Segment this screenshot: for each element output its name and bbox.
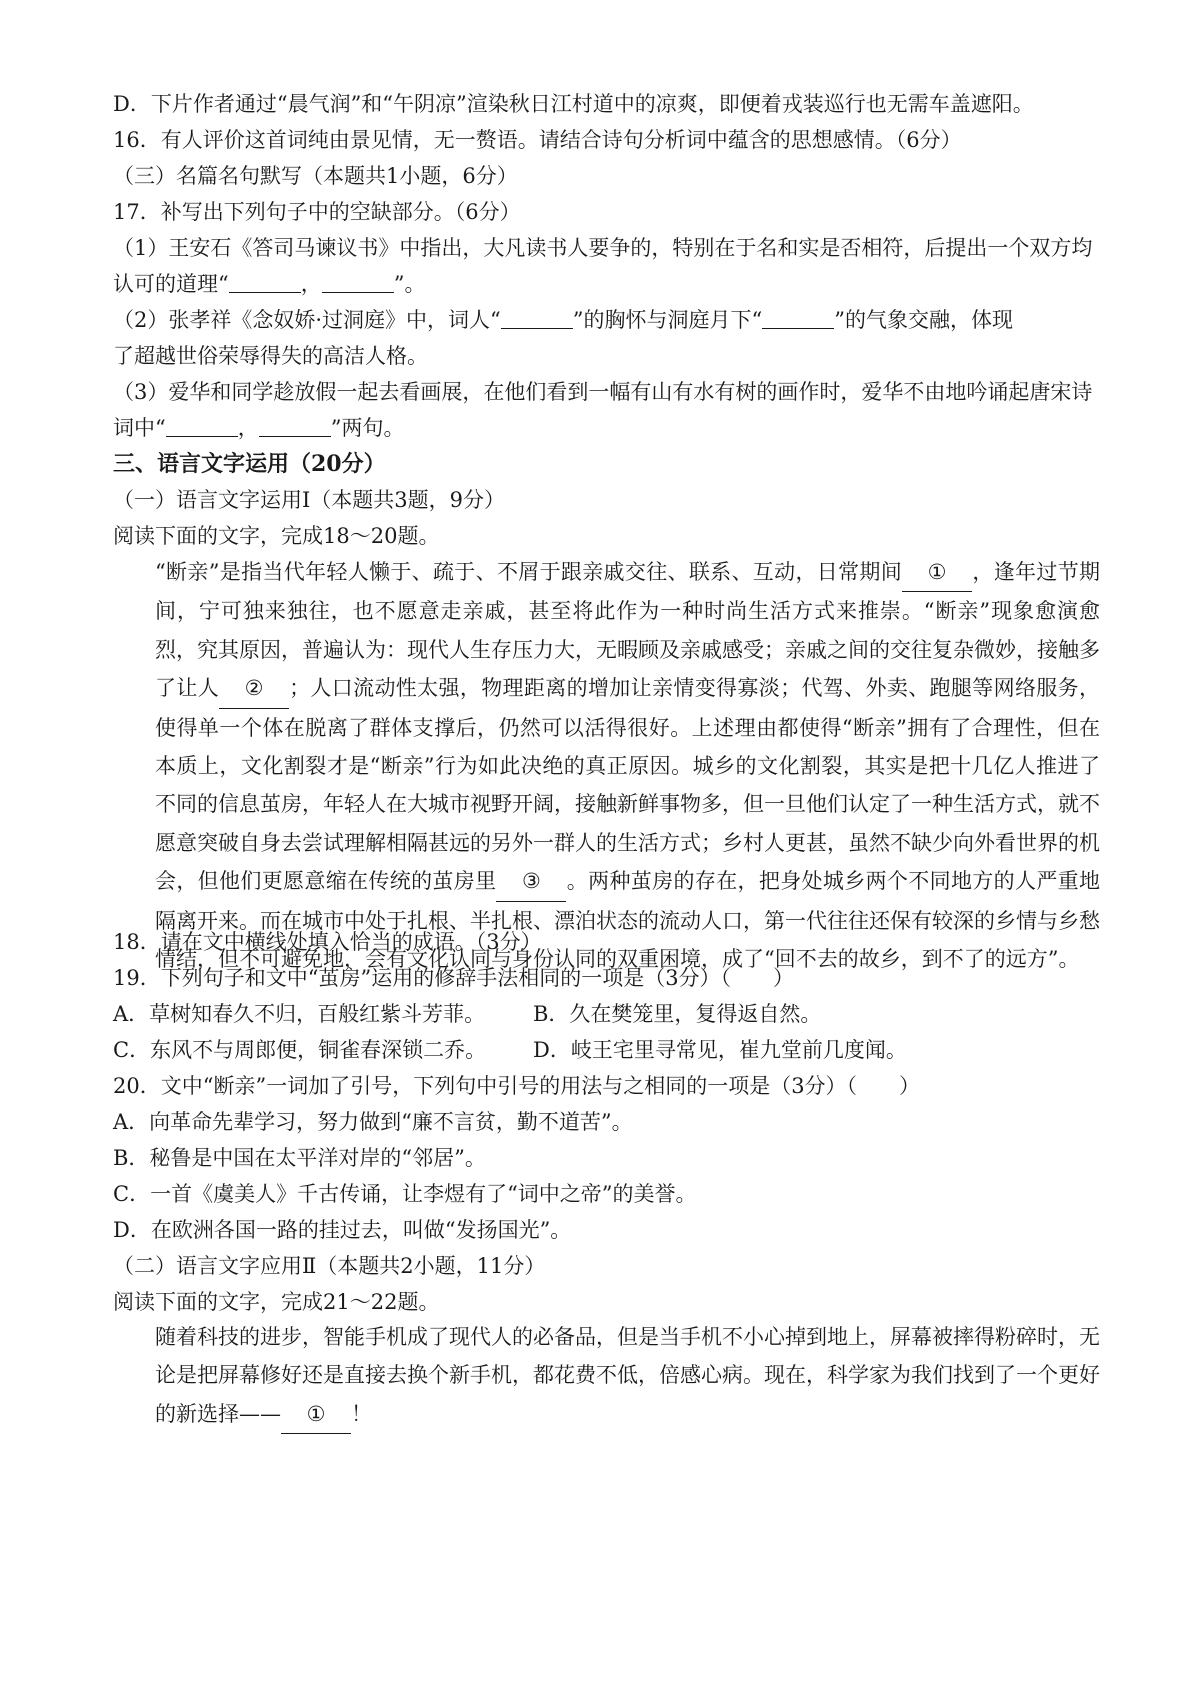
q19-options-row1: [113, 1002, 821, 1026]
fill-blank[interactable]: [322, 272, 394, 293]
q17-item2-line1: （2）张孝祥《念奴娇·过洞庭》中，词人“ ”的胸怀与洞庭月下“ ”的气象交融，体现: [113, 308, 1014, 332]
q19-text: 19．下列句子和文中“茧房”运用的修辞手法相同的一项是（3分）（ ）: [113, 966, 795, 990]
q17-item3-line1: （3）爱华和同学趁放假一起去看画展，在他们看到一幅有山有水有树的画作时，爱华不由地吟诵起唐宋诗: [113, 380, 1093, 404]
q19-options-row2: [113, 1038, 907, 1062]
fill-blank[interactable]: [762, 308, 834, 329]
blank-1[interactable]: ①: [902, 553, 972, 592]
q19-option-d[interactable]: D．岐王宅里寻常见，崔九堂前几度闻。: [533, 1038, 907, 1062]
q15-option-d: D．下片作者通过“晨气润”和“午阴凉”渲染秋日江村道中的凉爽，即便着戎装巡行也无需车盖遮阳。: [113, 92, 1034, 116]
q20-option-b[interactable]: B．秘鲁是中国在太平洋对岸的“邻居”。: [113, 1146, 486, 1170]
q20-text: 20．文中“断亲”一词加了引号，下列句中引号的用法与之相同的一项是（3分）（ ）: [113, 1074, 921, 1098]
q19-option-a[interactable]: A．草树知春久不归，百般红紫斗芳菲。: [113, 1002, 486, 1026]
reading-instruction-2: 阅读下面的文字，完成21～22题。: [113, 1290, 440, 1314]
q17-item1-line2: 认可的道理“ ， ”。: [113, 272, 426, 296]
q17-item3-line2: 词中“ ， ”两句。: [113, 416, 405, 440]
part3-title: 三、语言文字运用（20分）: [113, 451, 386, 477]
section-title-mingju: （三）名篇名句默写（本题共1小题，6分）: [113, 164, 518, 188]
fill-blank[interactable]: [166, 416, 238, 437]
q19-option-b[interactable]: B．久在樊笼里，复得返自然。: [533, 1002, 822, 1026]
fill-blank[interactable]: [501, 308, 573, 329]
q17-item1-line1: （1）王安石《答司马谏议书》中指出，大凡读书人要争的，特别在于名和实是否相符，后提出一个双方均: [113, 236, 1093, 260]
fill-blank[interactable]: [229, 272, 301, 293]
passage-smartphone: 随着科技的进步，智能手机成了现代人的必备品，但是当手机不小心掉到地上，屏幕被摔得粉碎时，无论是把屏幕修好还是直接去换个新手机，都花费不低，倍感心病。现在，科学家为我们找到了一个更好的新选择—— ① ！: [113, 1318, 1100, 1434]
passage-duanqin: “断亲”是指当代年轻人懒于、疏于、不屑于跟亲戚交往、联系、互动，日常期间 ① ，逢年过节期间，宁可独来独往，也不愿意走亲戚，甚至将此作为一种时尚生活方式来推崇。“断亲”现象愈演愈烈，究其原因，普遍认为：现代人生存压力大，无暇顾及亲戚感受；亲戚之间的交往复杂微妙，接触多了让人 ② ；人口流动性太强，物理距离的增加让亲情变得寡淡；代驾、外卖、跑腿等网络服务，使得单一个体在脱离了群体支撑后，仍然可以活得很好。上述理由都使得“断亲”拥有了合理性，但在本质上，文化割裂才是“断亲”行为如此决绝的真正原因。城乡的文化割裂，其实是把十几亿人推进了不同的信息茧房，年轻人在大城市视野开阔，接触新鲜事物多，但一旦他们认定了一种生活方式，就不愿意突破自身去尝试理解相隔甚远的另外一群人的生活方式；乡村人更甚，虽然不缺少向外看世界的机会，但他们更愿意缩在传统的茧房里 ③ 。两种茧房的存在，把身处城乡两个不同地方的人严重地隔离开来。而在城市中处于扎根、半扎根、漂泊状态的流动人口，第一代往往还保有较深的乡情与乡愁情结，但不可避免地，会有文化认同与身份认同的双重困境，成了“回不去的故乡，到不了的远方”。: [113, 553, 1100, 978]
fill-blank[interactable]: [259, 416, 331, 437]
q19-option-c[interactable]: C．东风不与周郎便，铜雀春深锁二乔。: [113, 1038, 487, 1062]
part3-subsection1-title: （一）语言文字运用Ⅰ（本题共3题，9分）: [113, 488, 506, 512]
q20-option-a[interactable]: A．向革命先辈学习，努力做到“廉不言贫，勤不道苦”。: [113, 1110, 633, 1134]
q17-item2-line2: 了超越世俗荣辱得失的高洁人格。: [113, 344, 428, 368]
part3-subsection2-title: （二）语言文字应用Ⅱ（本题共2小题，11分）: [113, 1254, 546, 1278]
q20-option-d[interactable]: D．在欧洲各国一路的挂过去，叫做“发扬国光”。: [113, 1218, 572, 1242]
q18-text: 18．请在文中横线处填入恰当的成语。（3分）: [113, 930, 542, 954]
blank-2[interactable]: ②: [219, 669, 289, 708]
blank-1[interactable]: ①: [281, 1395, 351, 1434]
reading-instruction-1: 阅读下面的文字，完成18～20题。: [113, 524, 440, 548]
q17-text: 17．补写出下列句子中的空缺部分。（6分）: [113, 200, 521, 224]
blank-3[interactable]: ③: [496, 862, 566, 901]
q16-text: 16．有人评价这首词纯由景见情，无一赘语。请结合诗句分析词中蕴含的思想感情。（6分）: [113, 128, 962, 152]
q20-option-c[interactable]: C．一首《虞美人》千古传诵，让李煜有了“词中之帝”的美誉。: [113, 1182, 697, 1206]
